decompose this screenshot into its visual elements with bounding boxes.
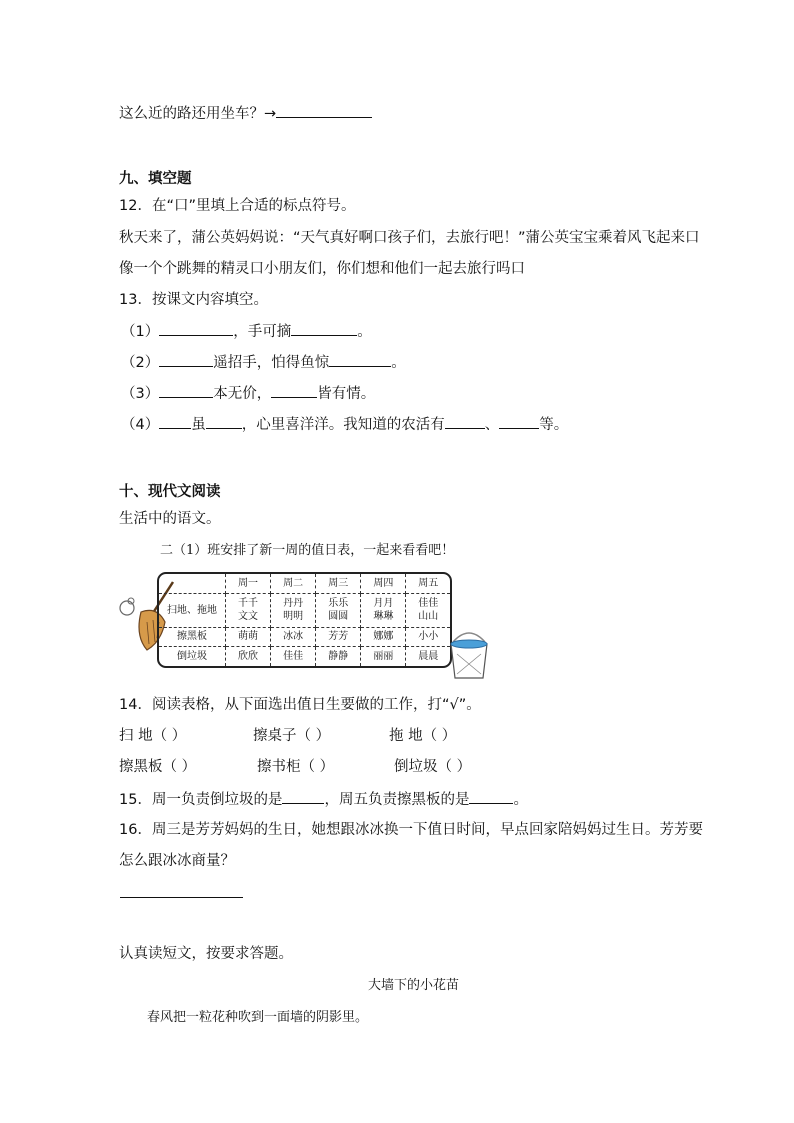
item-text: ，手可摘 xyxy=(233,324,292,340)
q12-passage-line-1: 秋天来了，蒲公英妈妈说：“天气真好啊口孩子们，去旅行吧！”蒲公英宝宝乘着风飞起来口 xyxy=(119,230,700,246)
header-cell: 周四 xyxy=(361,574,406,593)
table-cell: 佳佳 山山 xyxy=(406,593,450,627)
answer-blank[interactable] xyxy=(271,383,317,398)
q13-item-1 xyxy=(121,321,372,342)
table-header-row xyxy=(159,574,450,593)
header-cell: 周二 xyxy=(271,574,316,593)
table-cell: 芳芳 xyxy=(316,627,361,647)
passage-title: 大墙下的小花苗 xyxy=(368,978,460,993)
header-cell: 周一 xyxy=(226,574,271,593)
top-question-text: 这么近的路还用坐车？→ xyxy=(119,106,277,122)
item-text: 、 xyxy=(484,417,500,433)
table-cell: 欣欣 xyxy=(226,647,271,666)
header-cell: 周五 xyxy=(406,574,450,593)
header-cell xyxy=(159,574,226,593)
table-cell: 晨晨 xyxy=(406,647,450,666)
answer-blank[interactable] xyxy=(276,103,372,118)
answer-blank[interactable] xyxy=(159,383,213,398)
q16-line-1: 16．周三是芳芳妈妈的生日，她想跟冰冰换一下值日时间，早点回家陪妈妈过生日。芳芳要 xyxy=(119,822,703,838)
answer-blank[interactable] xyxy=(469,789,513,804)
q15-text: ，周五负责擦黑板的是 xyxy=(324,792,470,808)
item-number: （4） xyxy=(121,417,160,433)
q14-option-3[interactable]: 拖 地（ ） xyxy=(389,728,457,744)
q13-item-2 xyxy=(121,352,406,373)
q14-option-1[interactable]: 扫 地（ ） xyxy=(119,728,187,744)
table-cell: 乐乐 圆圆 xyxy=(316,593,361,627)
q14-option-6[interactable]: 倒垃圾（ ） xyxy=(394,759,472,775)
q12-passage-line-2: 像一个个跳舞的精灵口小朋友们，你们想和他们一起去旅行吗口 xyxy=(119,261,525,277)
table-cell: 月月 琳琳 xyxy=(361,593,406,627)
row-label-cell: 倒垃圾 xyxy=(159,647,226,666)
section-heading-9: 九、填空题 xyxy=(119,171,192,187)
table-cell: 冰冰 xyxy=(271,627,316,647)
item-text: 皆有情。 xyxy=(317,386,376,402)
section10-intro: 生活中的语文。 xyxy=(119,511,221,527)
table-row xyxy=(159,627,450,647)
answer-blank[interactable] xyxy=(282,789,324,804)
item-text: 等。 xyxy=(539,417,569,433)
table-cell: 小小 xyxy=(406,627,450,647)
passage-first-line: 春风把一粒花种吹到一面墙的阴影里。 xyxy=(147,1010,369,1025)
item-text: 虽 xyxy=(191,417,206,433)
table-cell: 丽丽 xyxy=(361,647,406,666)
row-label-cell: 扫地、拖地 xyxy=(159,593,226,627)
section-heading-10: 十、现代文阅读 xyxy=(119,484,221,500)
answer-blank[interactable] xyxy=(159,352,213,367)
q13-item-4 xyxy=(121,414,568,435)
answer-blank[interactable] xyxy=(159,321,233,336)
item-number: （1） xyxy=(121,324,160,340)
table-row xyxy=(159,647,450,666)
answer-blank[interactable] xyxy=(499,414,539,429)
q13-item-3 xyxy=(121,383,375,404)
top-question-line xyxy=(119,103,372,124)
answer-blank[interactable] xyxy=(329,352,391,367)
table-cell: 娜娜 xyxy=(361,627,406,647)
answer-blank[interactable] xyxy=(445,414,485,429)
row-label-cell: 擦黑板 xyxy=(159,627,226,647)
answer-blank[interactable] xyxy=(291,321,357,336)
q13-stem: 13．按课文内容填空。 xyxy=(119,292,268,308)
q14-stem: 14．阅读表格，从下面选出值日生要做的工作，打“√”。 xyxy=(119,697,481,713)
q16-answer-blank[interactable] xyxy=(120,897,243,898)
duty-schedule-table xyxy=(157,572,452,668)
q14-option-5[interactable]: 擦书柜（ ） xyxy=(257,759,335,775)
answer-blank[interactable] xyxy=(206,414,242,429)
q14-option-4[interactable]: 擦黑板（ ） xyxy=(119,759,197,775)
item-number: （3） xyxy=(121,386,160,402)
table-cell: 佳佳 xyxy=(271,647,316,666)
header-cell: 周三 xyxy=(316,574,361,593)
table-cell: 静静 xyxy=(316,647,361,666)
item-number: （2） xyxy=(121,355,160,371)
bucket-icon xyxy=(445,628,493,682)
item-text: ，心里喜洋洋。我知道的农活有 xyxy=(241,417,445,433)
schedule-caption: 二（1）班安排了新一周的值日表，一起来看看吧！ xyxy=(160,543,455,558)
table-cell: 萌萌 xyxy=(226,627,271,647)
q15-text: 。 xyxy=(513,792,528,808)
q12-stem: 12．在“口”里填上合适的标点符号。 xyxy=(119,198,356,214)
reading-intro: 认真读短文，按要求答题。 xyxy=(119,946,293,962)
q15-text: 15．周一负责倒垃圾的是 xyxy=(119,792,283,808)
table-cell: 丹丹 明明 xyxy=(271,593,316,627)
item-text: 遥招手，怕得鱼惊 xyxy=(213,355,330,371)
item-text: 本无价， xyxy=(213,386,272,402)
answer-blank[interactable] xyxy=(159,414,191,429)
q14-option-2[interactable]: 擦桌子（ ） xyxy=(253,728,331,744)
item-text: 。 xyxy=(357,324,372,340)
item-text: 。 xyxy=(391,355,406,371)
q15-line xyxy=(119,789,528,810)
q16-line-2: 怎么跟冰冰商量？ xyxy=(119,853,235,869)
table-cell: 千千 文文 xyxy=(226,593,271,627)
table-row xyxy=(159,593,450,627)
